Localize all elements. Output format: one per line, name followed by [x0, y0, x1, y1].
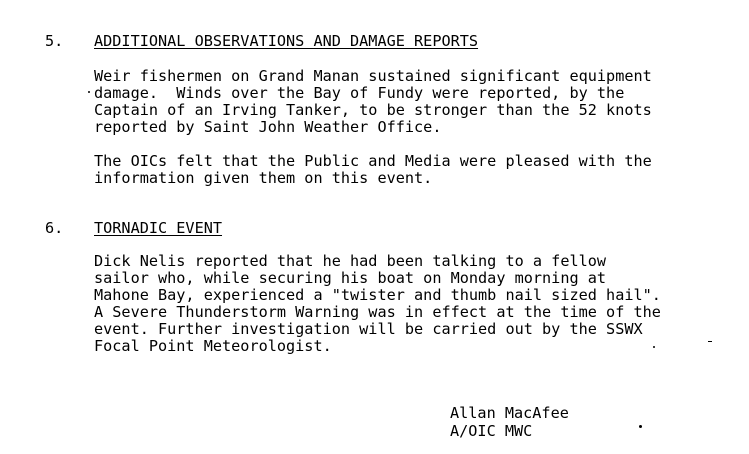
section-5-heading: ADDITIONAL OBSERVATIONS AND DAMAGE REPORTS	[94, 32, 479, 50]
section-6-para-1-line-5: event. Further investigation will be carried out by the SSWX	[94, 320, 643, 338]
section-6-para-1-line-1: Dick Nelis reported that he had been talking to a fellow	[94, 252, 607, 270]
section-6-para-1-line-4: A Severe Thunderstorm Warning was in effect at the time of the	[94, 303, 661, 321]
scan-speck	[639, 425, 642, 428]
section-5-para-1-line-3: Captain of an Irving Tanker, to be stronger than the 52 knots	[94, 101, 652, 119]
section-6-number: 6.	[45, 219, 64, 237]
section-5-para-1-line-1: Weir fishermen on Grand Manan sustained significant equipment	[94, 67, 652, 85]
section-5-para-1-line-2: damage. Winds over the Bay of Fundy were reported, by the	[94, 84, 625, 102]
signature-title: A/OIC MWC	[450, 422, 533, 440]
section-5-para-2-line-2: information given them on this event.	[94, 169, 433, 187]
section-6-heading: TORNADIC EVENT	[94, 219, 223, 237]
scan-speck	[708, 341, 712, 342]
section-6-para-1-line-6: Focal Point Meteorologist.	[94, 337, 332, 355]
signature-name: Allan MacAfee	[450, 404, 569, 422]
section-5-number: 5.	[45, 32, 64, 50]
scan-speck	[653, 346, 655, 348]
section-6-para-1-line-3: Mahone Bay, experienced a "twister and thumb nail sized hail".	[94, 286, 661, 304]
section-5-para-2-line-1: The OICs felt that the Public and Media were pleased with the	[94, 152, 652, 170]
section-5-para-1-line-4: reported by Saint John Weather Office.	[94, 118, 442, 136]
scan-speck	[88, 91, 90, 93]
section-6-para-1-line-2: sailor who, while securing his boat on Monday morning at	[94, 269, 607, 287]
